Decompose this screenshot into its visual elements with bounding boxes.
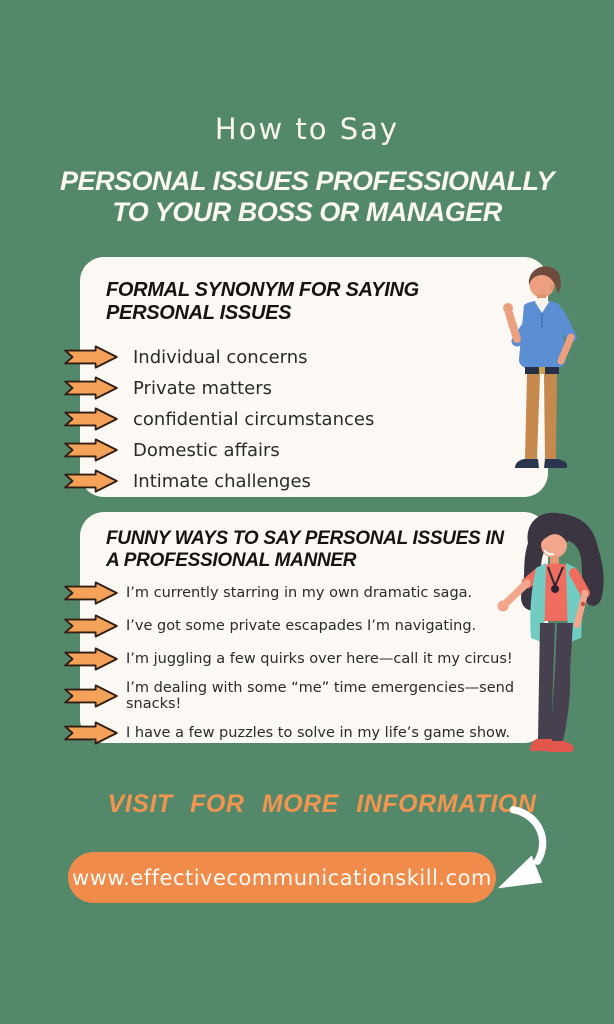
list-item-label: I have a few puzzles to solve in my life’s game show. <box>126 725 511 741</box>
list-item <box>106 469 522 493</box>
list-item-label: Individual concerns <box>133 346 308 368</box>
list-item-label: confidential circumstances <box>133 408 375 430</box>
list-item <box>106 581 522 605</box>
arrow-bullet-icon <box>62 581 120 605</box>
arrow-bullet-icon <box>62 721 120 745</box>
list-item <box>106 614 522 638</box>
list-item-label: I’m currently starring in my own dramatic saga. <box>126 585 473 601</box>
list-item <box>106 407 522 431</box>
cta-text: VISIT FOR MORE INFORMATION <box>107 790 537 818</box>
list-item <box>106 438 522 462</box>
website-link-pill[interactable] <box>68 852 496 903</box>
arrow-bullet-icon <box>62 614 120 638</box>
list-item <box>106 647 522 671</box>
arrow-bullet-icon <box>62 345 120 369</box>
man-illustration <box>502 263 602 483</box>
list-item <box>106 376 522 400</box>
header-eyebrow: How to Say <box>214 112 400 146</box>
list-item-label: I’ve got some private escapades I’m navigating. <box>126 618 477 634</box>
list-item-label: I’m dealing with some “me” time emergencies—send snacks! <box>126 680 515 712</box>
list-item-label: Private matters <box>133 377 273 399</box>
list-item <box>106 345 522 369</box>
funny-ways-card <box>80 512 548 743</box>
card-title: FUNNY WAYS TO SAY PERSONAL ISSUES IN A PROFESSIONAL MANNER <box>106 528 504 571</box>
page-title <box>0 166 614 228</box>
arrow-bullet-icon <box>62 684 120 708</box>
list-item-label: Intimate challenges <box>133 470 311 492</box>
page-title-line1: PERSONAL ISSUES PROFESSIONALLY <box>59 166 555 196</box>
arrow-bullet-icon <box>62 407 120 431</box>
list-item-label: I’m juggling a few quirks over here—call it my circus! <box>126 651 513 667</box>
page-title-line2: TO YOUR BOSS OR MANAGER <box>112 197 502 227</box>
arrow-bullet-icon <box>62 647 120 671</box>
arrow-bullet-icon <box>62 376 120 400</box>
card-title: FORMAL SYNONYM FOR SAYING PERSONAL ISSUES <box>106 279 419 324</box>
funny-list <box>106 581 522 745</box>
list-item <box>106 680 522 712</box>
list-item <box>106 721 522 745</box>
website-url: www.effectivecommunicationskill.com <box>72 865 492 890</box>
formal-synonyms-card <box>80 257 548 497</box>
arrow-bullet-icon <box>62 438 120 462</box>
woman-illustration <box>497 511 612 759</box>
list-item-label: Domestic affairs <box>133 439 280 461</box>
synonym-list <box>106 345 522 493</box>
arrow-bullet-icon <box>62 469 120 493</box>
curved-arrow-icon <box>488 804 556 898</box>
